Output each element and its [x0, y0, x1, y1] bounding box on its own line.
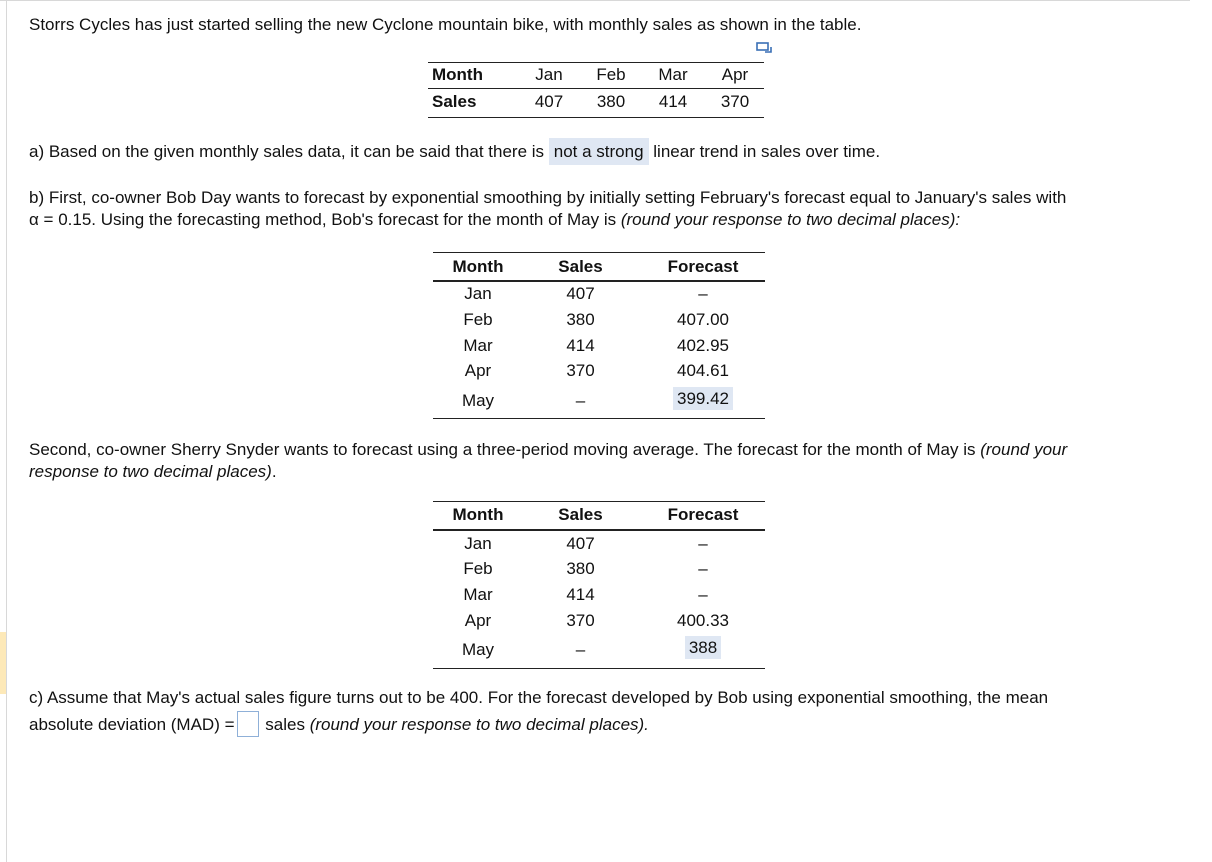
- row-forecast: –: [698, 559, 708, 578]
- top-border: [0, 0, 1190, 1]
- row-forecast: –: [698, 534, 708, 553]
- row-forecast: 407.00: [677, 310, 729, 329]
- row-forecast: 400.33: [677, 611, 729, 630]
- part-b-line2-text: α = 0.15. Using the forecasting method, Bob's forecast for the month of May is: [29, 210, 617, 229]
- row-sales: –: [575, 391, 586, 410]
- part-a-question: [29, 141, 1169, 163]
- month-cell: Feb: [596, 65, 626, 84]
- part-c-line2: [29, 714, 1169, 737]
- part-c-unit: sales: [265, 715, 305, 734]
- row-month: May: [461, 640, 495, 659]
- part-a-text-after: linear trend in sales over time.: [653, 142, 881, 161]
- moving-average-note-start: (round your: [980, 440, 1068, 459]
- moving-average-table: [433, 501, 765, 671]
- moving-average-period: .: [271, 462, 277, 481]
- row-forecast: 402.95: [677, 336, 729, 355]
- row-month: Apr: [464, 611, 492, 630]
- part-c-line1: c) Assume that May's actual sales figure turns out to be 400. For the forecast developed by Bob using exponential smoothing, the mean: [29, 688, 1049, 707]
- expand-table-icon[interactable]: [756, 42, 772, 54]
- row-sales: 414: [566, 336, 595, 355]
- sales-row-header: Sales: [432, 92, 477, 111]
- row-month: Mar: [463, 336, 493, 355]
- moving-average-line2: [29, 461, 1169, 483]
- row-month: Jan: [464, 284, 492, 303]
- row-month: Feb: [463, 559, 493, 578]
- mad-input[interactable]: [237, 711, 259, 737]
- part-a-answer[interactable]: not a strong: [549, 138, 649, 165]
- part-b-rounding-note: (round your response to two decimal places):: [620, 210, 961, 229]
- left-border: [6, 0, 7, 862]
- row-sales: 370: [566, 361, 595, 380]
- month-row-header: Month: [432, 65, 483, 84]
- col-header-forecast: Forecast: [667, 505, 739, 524]
- moving-average-note-end: response to two decimal places): [29, 462, 272, 481]
- row-forecast: 404.61: [677, 361, 729, 380]
- side-tab[interactable]: [0, 632, 6, 694]
- may-forecast-answer[interactable]: [653, 389, 753, 409]
- row-sales: 407: [566, 534, 595, 553]
- month-cell: Jan: [535, 65, 563, 84]
- row-month: Mar: [463, 585, 493, 604]
- row-sales: 380: [566, 310, 595, 329]
- row-forecast: –: [698, 284, 708, 303]
- part-a-text-before: a) Based on the given monthly sales data, it can be said that there is: [29, 142, 545, 161]
- col-header-forecast: Forecast: [667, 257, 739, 276]
- may-forecast-value: 399.42: [673, 387, 733, 410]
- row-sales: –: [575, 640, 586, 659]
- month-cell: Mar: [658, 65, 688, 84]
- col-header-sales: Sales: [558, 505, 603, 524]
- part-b-line1: b) First, co-owner Bob Day wants to forecast by exponential smoothing by initially setting February's forecast equal to January's sales with: [29, 188, 1067, 207]
- ma-may-forecast-value: 388: [685, 636, 721, 659]
- part-c-mad-label: absolute deviation (MAD) =: [29, 715, 235, 734]
- row-sales: 370: [566, 611, 595, 630]
- row-month: Apr: [464, 361, 492, 380]
- sales-cell: 407: [534, 92, 564, 111]
- row-sales: 407: [566, 284, 595, 303]
- row-forecast: –: [698, 585, 708, 604]
- sales-cell: 414: [658, 92, 688, 111]
- intro-text: Storrs Cycles has just started selling the new Cyclone mountain bike, with monthly sales as shown in the table.: [29, 15, 862, 34]
- ma-may-forecast-answer[interactable]: [653, 638, 753, 658]
- sales-cell: 370: [720, 92, 750, 111]
- row-month: May: [461, 391, 495, 410]
- row-sales: 414: [566, 585, 595, 604]
- exp-smoothing-table: [433, 252, 765, 420]
- part-c-rounding-note: (round your response to two decimal places).: [309, 715, 649, 734]
- sales-summary-table: [428, 62, 764, 120]
- row-month: Jan: [464, 534, 492, 553]
- col-header-sales: Sales: [558, 257, 603, 276]
- moving-average-line1: [29, 439, 1169, 461]
- month-cell: Apr: [721, 65, 749, 84]
- row-month: Feb: [463, 310, 493, 329]
- part-b-line2: [29, 209, 1169, 231]
- col-header-month: Month: [452, 257, 504, 276]
- sales-cell: 380: [596, 92, 626, 111]
- moving-average-text: Second, co-owner Sherry Snyder wants to forecast using a three-period moving average. The forecast for the month of May is: [29, 440, 976, 459]
- col-header-month: Month: [452, 505, 504, 524]
- row-sales: 380: [566, 559, 595, 578]
